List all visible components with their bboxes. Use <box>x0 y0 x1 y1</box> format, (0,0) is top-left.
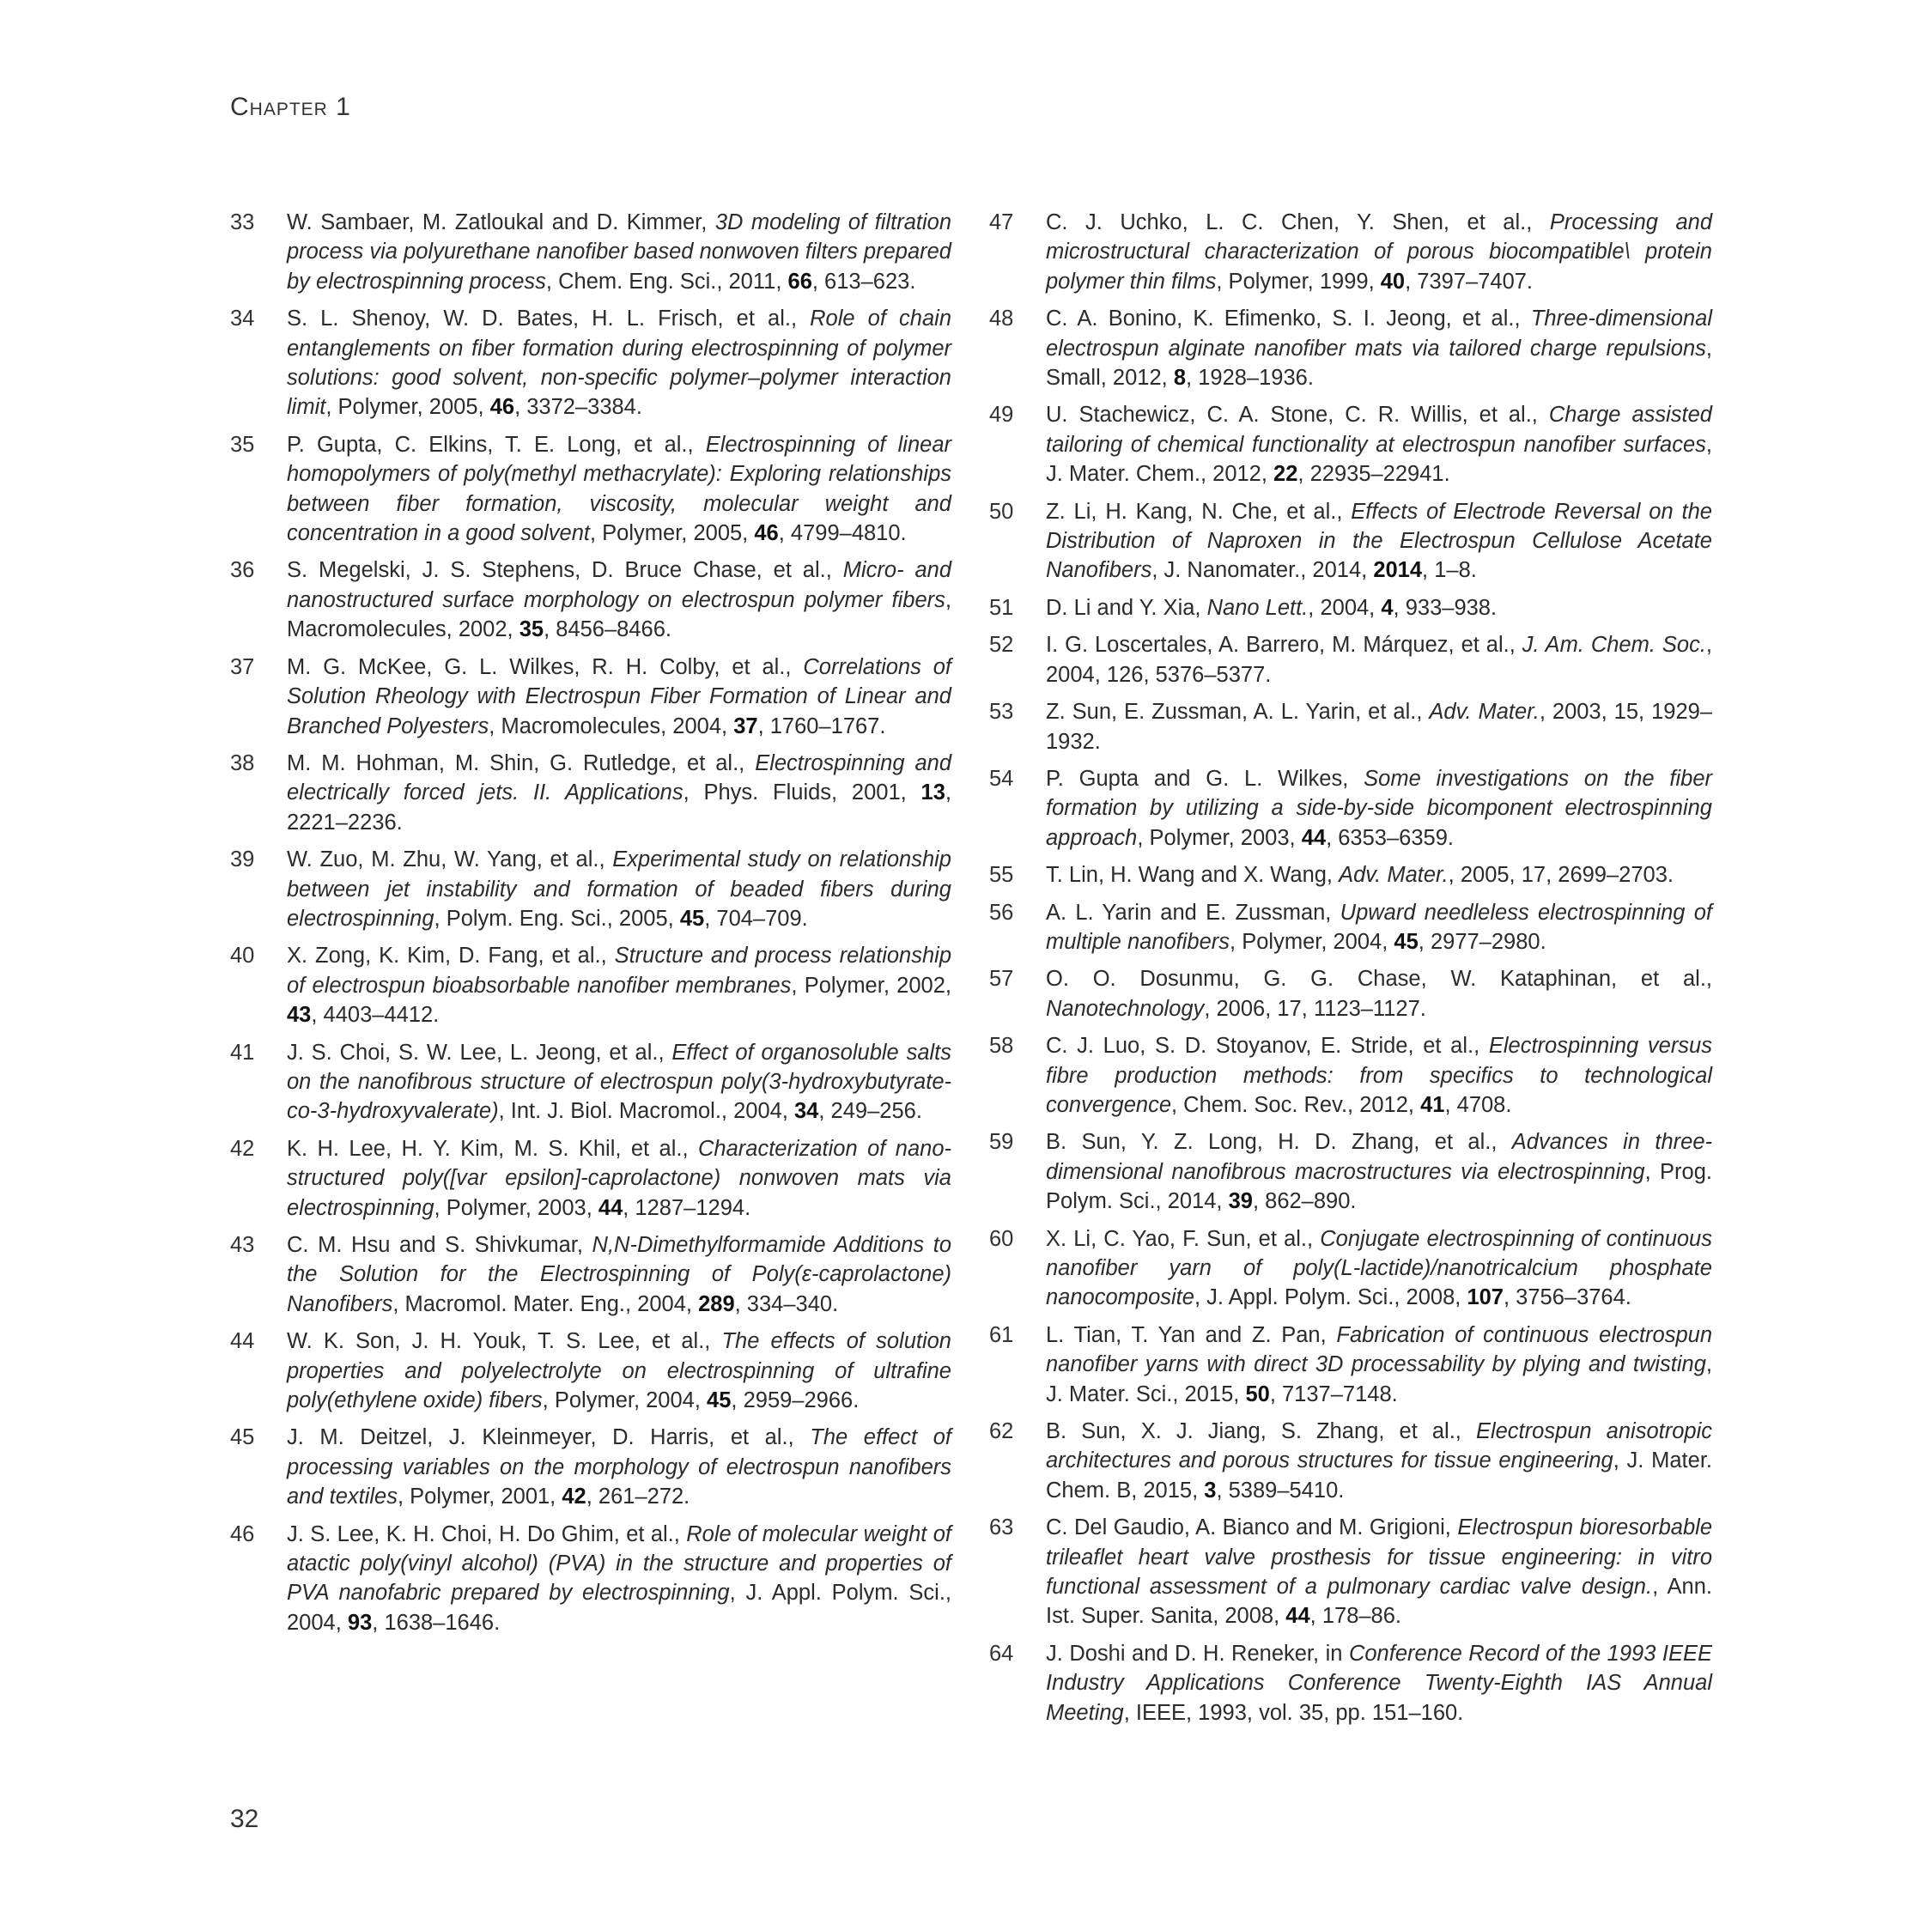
reference-item <box>989 593 1712 622</box>
reference-item <box>989 1224 1712 1313</box>
reference-text <box>1046 304 1712 392</box>
reference-volume: 45 <box>707 1388 732 1413</box>
reference-volume: 40 <box>1380 269 1406 294</box>
reference-number: 47 <box>989 210 1014 234</box>
reference-text <box>1046 497 1712 586</box>
reference-source: , 2004, <box>1308 595 1382 620</box>
reference-authors: K. H. Lee, H. Y. Kim, M. S. Khil, et al., <box>287 1136 698 1161</box>
reference-volume: 13 <box>920 780 945 805</box>
reference-number: 42 <box>230 1136 255 1161</box>
reference-authors: C. M. Hsu and S. Shivkumar, <box>287 1233 592 1257</box>
reference-number: 43 <box>230 1233 255 1257</box>
reference-number: 37 <box>230 654 255 679</box>
reference-number: 52 <box>989 633 1014 658</box>
reference-text <box>287 208 951 296</box>
reference-pages: , 5389–5410. <box>1216 1478 1345 1503</box>
reference-number: 45 <box>230 1425 255 1450</box>
reference-volume: 44 <box>1285 1604 1310 1629</box>
reference-source: , J. Mater. Sci., 2015, <box>1046 1352 1712 1406</box>
reference-item <box>230 845 951 933</box>
reference-source: , Chem. Soc. Rev., 2012, <box>1171 1092 1421 1117</box>
reference-source: , 2005, 17, 2699–2703. <box>1448 863 1674 888</box>
reference-item <box>989 630 1712 689</box>
reference-volume: 2014 <box>1373 558 1423 583</box>
reference-source: , J. Mater. Chem. B, 2015, <box>1046 1448 1712 1503</box>
reference-title: The effects of solution properties and polyelectrolyte on electrospinning of ultrafine poly(ethylene oxide) fibers <box>287 1329 951 1413</box>
reference-source: , Phys. Fluids, 2001, <box>683 780 921 805</box>
reference-volume: 45 <box>679 906 705 931</box>
reference-text <box>1046 400 1712 489</box>
reference-authors: C. J. Uchko, L. C. Chen, Y. Shen, et al., <box>1046 210 1550 234</box>
reference-pages: , 7397–7407. <box>1405 269 1534 294</box>
reference-source: , Polymer, 2003, <box>1137 825 1302 850</box>
reference-authors: X. Zong, K. Kim, D. Fang, et al., <box>287 944 615 969</box>
reference-pages: , 4403–4412. <box>311 1003 440 1028</box>
reference-title: Processing and microstructural characterization of porous biocompatible\ protein polymer thin films <box>1046 210 1713 294</box>
reference-item <box>989 497 1712 586</box>
reference-volume: 22 <box>1273 462 1298 487</box>
reference-pages: , 334–340. <box>734 1291 839 1316</box>
reference-authors: T. Lin, H. Wang and X. Wang, <box>1046 863 1340 888</box>
reference-pages: , 8456–8466. <box>544 617 671 642</box>
reference-authors: B. Sun, X. J. Jiang, S. Zhang, et al., <box>1046 1419 1476 1444</box>
reference-pages: , 613–623. <box>811 269 916 294</box>
reference-text <box>1046 1224 1712 1313</box>
reference-text <box>287 1038 951 1126</box>
reference-title: N,N-Dimethylformamide Additions to the Solution for the Electrospinning of Poly(ε-caprolactone) Nanofibers <box>287 1233 952 1316</box>
reference-text <box>1046 860 1712 890</box>
reference-authors: B. Sun, Y. Z. Long, H. D. Zhang, et al., <box>1046 1130 1512 1155</box>
reference-pages: , 933–938. <box>1393 595 1498 620</box>
reference-source: , Polymer, 2003, <box>434 1195 598 1220</box>
reference-title: Role of molecular weight of atactic poly(vinyl alcohol) (PVA) in the structure and properties of PVA nanofabric prepared by electrospinning <box>287 1521 951 1606</box>
reference-title: Charge assisted tailoring of chemical functionality at electrospun nanofiber surfaces <box>1046 403 1712 457</box>
reference-source: , J. Mater. Chem., 2012, <box>1046 432 1712 487</box>
reference-item <box>230 208 951 296</box>
references-right-column <box>989 208 1712 1735</box>
reference-item <box>989 964 1712 1023</box>
reference-number: 61 <box>989 1322 1014 1347</box>
reference-item <box>230 1230 951 1319</box>
reference-number: 44 <box>230 1329 255 1354</box>
reference-number: 36 <box>230 558 255 583</box>
reference-authors: A. L. Yarin and E. Zussman, <box>1046 900 1340 925</box>
reference-number: 50 <box>989 499 1014 524</box>
reference-pages: , 2959–2966. <box>731 1388 860 1413</box>
reference-title: Advances in three-dimensional nanofibrous macrostructures via electrospinning <box>1046 1130 1712 1184</box>
reference-title: 3D modeling of filtration process via polyurethane nanofiber based nonwoven filters prepared by electrospinning process <box>287 210 951 294</box>
reference-authors: J. S. Lee, K. H. Choi, H. Do Ghim, et al., <box>287 1521 687 1546</box>
reference-text <box>1046 208 1712 296</box>
page-number: 32 <box>230 1805 259 1833</box>
reference-pages: , 3756–3764. <box>1503 1285 1631 1310</box>
reference-title: Nano Lett. <box>1206 595 1309 620</box>
reference-volume: 4 <box>1381 595 1394 620</box>
reference-number: 34 <box>230 307 255 331</box>
reference-authors: I. G. Loscertales, A. Barrero, M. Márquez, et al., <box>1046 633 1522 658</box>
reference-title: Fabrication of continuous electrospun nanofiber yarns with direct 3D processability by plying and twisting <box>1046 1322 1712 1377</box>
reference-item <box>989 697 1712 756</box>
reference-text <box>287 845 951 933</box>
reference-text <box>287 1230 951 1319</box>
reference-title: Electrospun bioresorbable trileaflet heart valve prosthesis for tissue engineering: in vitro functional assessment of a pulmonary cardiac valve design. <box>1046 1515 1712 1600</box>
reference-text <box>1046 630 1712 689</box>
reference-title: Adv. Mater. <box>1339 863 1449 888</box>
reference-pages: , 22935–22941. <box>1297 462 1450 487</box>
reference-source: , Prog. Polym. Sci., 2014, <box>1046 1159 1712 1214</box>
reference-title: Effect of organosoluble salts on the nanofibrous structure of electrospun poly(3-hydroxybutyrate-co-3-hydroxyvalerate) <box>287 1040 951 1124</box>
reference-item <box>989 208 1712 296</box>
reference-text <box>287 1423 951 1511</box>
reference-volume: 46 <box>754 521 779 546</box>
reference-source: , Polymer, 2005, <box>325 395 490 420</box>
reference-volume: 8 <box>1173 366 1187 391</box>
reference-pages: , 3372–3384. <box>514 395 642 420</box>
reference-volume: 3 <box>1204 1478 1217 1503</box>
reference-source: , Polymer, 2002, <box>791 973 951 998</box>
reference-pages: , 249–256. <box>818 1099 922 1124</box>
reference-number: 39 <box>230 847 255 872</box>
reference-item <box>230 1520 951 1638</box>
reference-item <box>989 1321 1712 1409</box>
reference-source: , Polymer, 2005, <box>590 521 755 546</box>
reference-pages: , 704–709. <box>704 906 808 931</box>
reference-text <box>1046 593 1712 622</box>
reference-text <box>287 653 951 741</box>
reference-title: Correlations of Solution Rheology with Electrospun Fiber Formation of Linear and Branched Polyesters <box>287 654 951 738</box>
reference-authors: Z. Li, H. Kang, N. Che, et al., <box>1046 499 1352 524</box>
reference-item <box>230 304 951 422</box>
reference-number: 58 <box>989 1034 1014 1059</box>
reference-pages: , 7137–7148. <box>1269 1381 1398 1406</box>
reference-number: 63 <box>989 1515 1014 1540</box>
reference-source: , J. Appl. Polym. Sci., 2008, <box>1194 1285 1467 1310</box>
reference-authors: W. K. Son, J. H. Youk, T. S. Lee, et al., <box>287 1329 722 1354</box>
reference-number: 54 <box>989 766 1014 791</box>
reference-source: , 2006, 17, 1123–1127. <box>1204 996 1426 1021</box>
reference-authors: P. Gupta, C. Elkins, T. E. Long, et al., <box>287 432 706 457</box>
reference-title: Conjugate electrospinning of continuous nanofiber yarn of poly(L-lactide)/nanotricalcium phosphate nanocomposite <box>1046 1226 1712 1310</box>
reference-source: , 2004, 126, 5376–5377. <box>1046 633 1712 687</box>
reference-title: Adv. Mater. <box>1429 700 1540 725</box>
reference-pages: , 4799–4810. <box>778 521 907 546</box>
reference-authors: M. G. McKee, G. L. Wilkes, R. H. Colby, et al., <box>287 654 804 679</box>
reference-volume: 93 <box>347 1610 373 1635</box>
reference-volume: 41 <box>1420 1092 1445 1117</box>
reference-item <box>230 941 951 1029</box>
reference-item <box>989 1417 1712 1505</box>
reference-text <box>1046 1639 1712 1728</box>
reference-volume: 46 <box>489 395 515 420</box>
reference-volume: 43 <box>287 1003 312 1028</box>
reference-source: , Polym. Eng. Sci., 2005, <box>434 906 680 931</box>
reference-authors: S. Megelski, J. S. Stephens, D. Bruce Chase, et al., <box>287 558 843 583</box>
reference-item <box>989 1127 1712 1216</box>
reference-text <box>287 556 951 644</box>
reference-authors: D. Li and Y. Xia, <box>1046 595 1207 620</box>
reference-pages: , 1638–1646. <box>372 1610 501 1635</box>
running-head: Chapter 1 <box>230 93 351 121</box>
reference-volume: 44 <box>1301 825 1327 850</box>
reference-authors: W. Sambaer, M. Zatloukal and D. Kimmer, <box>287 210 715 234</box>
reference-text <box>287 941 951 1029</box>
reference-source: , Polymer, 2001, <box>398 1485 562 1509</box>
reference-text <box>1046 697 1712 756</box>
reference-source: , Macromolecules, 2004, <box>489 713 734 738</box>
reference-title: Three-dimensional electrospun alginate nanofiber mats via tailored charge repulsions <box>1046 307 1712 361</box>
reference-title: Upward needleless electrospinning of multiple nanofibers <box>1046 900 1712 954</box>
reference-volume: 37 <box>733 713 758 738</box>
reference-item <box>989 1639 1712 1728</box>
reference-number: 56 <box>989 900 1014 925</box>
reference-number: 46 <box>230 1521 255 1546</box>
references-left-column <box>230 208 951 1645</box>
reference-title: Electrospun anisotropic architectures and porous structures for tissue engineering <box>1046 1419 1713 1473</box>
reference-item <box>989 898 1712 957</box>
reference-authors: C. A. Bonino, K. Efimenko, S. I. Jeong, et al., <box>1046 307 1531 331</box>
reference-pages: , 4708. <box>1444 1092 1512 1117</box>
reference-authors: S. L. Shenoy, W. D. Bates, H. L. Frisch, et al., <box>287 307 811 331</box>
reference-number: 49 <box>989 403 1014 428</box>
reference-title: Effects of Electrode Reversal on the Distribution of Naproxen in the Electrospun Cellulose Acetate Nanofibers <box>1046 499 1712 583</box>
reference-source: , Ann. Ist. Super. Sanita, 2008, <box>1046 1575 1712 1629</box>
reference-number: 40 <box>230 944 255 969</box>
reference-item <box>230 1134 951 1223</box>
reference-authors: U. Stachewicz, C. A. Stone, C. R. Willis, et al., <box>1046 403 1549 428</box>
reference-number: 41 <box>230 1040 255 1065</box>
reference-volume: 44 <box>598 1195 623 1220</box>
reference-authors: M. M. Hohman, M. Shin, G. Rutledge, et al., <box>287 750 756 775</box>
reference-title: Electrospinning of linear homopolymers of poly(methyl methacrylate): Exploring relationships between fiber formation, viscosity, molecular weight and concentration in a good solvent <box>287 432 951 546</box>
reference-text <box>287 304 951 422</box>
reference-source: , Polymer, 2004, <box>542 1388 708 1413</box>
reference-source: , J. Nanomater., 2014, <box>1151 558 1374 583</box>
reference-title: Conference Record of the 1993 IEEE Industry Applications Conference Twenty-Eighth IAS Annual Meeting <box>1046 1641 1713 1725</box>
reference-pages: , 1287–1294. <box>623 1195 751 1220</box>
reference-item <box>230 1423 951 1511</box>
reference-volume: 35 <box>519 617 544 642</box>
reference-title: Some investigations on the fiber formation by utilizing a side-by-side bicomponent electrospinning approach <box>1046 766 1712 850</box>
reference-title: The effect of processing variables on the morphology of electrospun nanofibers and textiles <box>287 1425 951 1509</box>
reference-pages: , 862–890. <box>1252 1189 1357 1214</box>
reference-text <box>1046 1031 1712 1120</box>
reference-authors: X. Li, C. Yao, F. Sun, et al., <box>1046 1226 1321 1251</box>
reference-source: , 2003, 15, 1929–1932. <box>1046 700 1712 754</box>
reference-number: 48 <box>989 307 1014 331</box>
reference-item <box>989 304 1712 392</box>
reference-text <box>287 1134 951 1223</box>
reference-title: Experimental study on relationship between jet instability and formation of beaded fibers during electrospinning <box>287 847 951 931</box>
reference-item <box>989 1513 1712 1631</box>
reference-number: 57 <box>989 967 1014 992</box>
reference-volume: 66 <box>787 269 812 294</box>
reference-title: Micro- and nanostructured surface morphology on electrospun polymer fibers <box>287 558 951 612</box>
reference-pages: , 2977–2980. <box>1418 929 1546 954</box>
reference-text <box>1046 1417 1712 1505</box>
reference-authors: W. Zuo, M. Zhu, W. Yang, et al., <box>287 847 613 872</box>
reference-number: 35 <box>230 432 255 457</box>
reference-authors: J. M. Deitzel, J. Kleinmeyer, D. Harris, et al., <box>287 1425 811 1450</box>
reference-number: 59 <box>989 1130 1014 1155</box>
reference-item <box>989 400 1712 489</box>
reference-volume: 107 <box>1467 1285 1504 1310</box>
reference-source: , Macromolecules, 2002, <box>287 587 951 642</box>
reference-source: , Int. J. Biol. Macromol., 2004, <box>498 1099 794 1124</box>
reference-volume: 42 <box>562 1485 586 1509</box>
reference-volume: 289 <box>698 1291 735 1316</box>
reference-authors: P. Gupta and G. L. Wilkes, <box>1046 766 1364 791</box>
reference-source: , J. Appl. Polym. Sci., 2004, <box>287 1581 951 1635</box>
reference-item <box>230 430 951 549</box>
reference-text <box>1046 964 1712 1023</box>
reference-text <box>287 749 951 837</box>
reference-number: 38 <box>230 750 255 775</box>
reference-text <box>287 1327 951 1415</box>
reference-number: 53 <box>989 700 1014 725</box>
reference-pages: , 178–86. <box>1309 1604 1402 1629</box>
reference-authors: J. S. Choi, S. W. Lee, L. Jeong, et al., <box>287 1040 672 1065</box>
reference-pages: , 1928–1936. <box>1186 366 1314 391</box>
reference-authors: C. J. Luo, S. D. Stoyanov, E. Stride, et al., <box>1046 1034 1489 1059</box>
reference-volume: 45 <box>1394 929 1419 954</box>
reference-item <box>230 556 951 644</box>
reference-number: 33 <box>230 210 255 234</box>
reference-title: Nanotechnology <box>1046 996 1205 1021</box>
reference-pages: , 6353–6359. <box>1326 825 1454 850</box>
reference-pages: , 1–8. <box>1422 558 1477 583</box>
reference-number: 64 <box>989 1641 1014 1666</box>
reference-source: , Small, 2012, <box>1046 336 1712 391</box>
reference-item <box>989 860 1712 890</box>
reference-authors: O. O. Dosunmu, G. G. Chase, W. Kataphinan, et al., <box>1046 967 1712 992</box>
reference-title: Structure and process relationship of electrospun bioabsorbable nanofiber membranes <box>287 944 951 998</box>
reference-source: , Macromol. Mater. Eng., 2004, <box>392 1291 699 1316</box>
reference-authors: J. Doshi and D. H. Reneker, in <box>1046 1641 1349 1666</box>
reference-item <box>230 653 951 741</box>
reference-source: , IEEE, 1993, vol. 35, pp. 151–160. <box>1123 1700 1464 1725</box>
reference-number: 60 <box>989 1226 1014 1251</box>
reference-volume: 34 <box>794 1099 819 1124</box>
reference-number: 55 <box>989 863 1014 888</box>
reference-pages: , 261–272. <box>586 1485 690 1509</box>
reference-authors: C. Del Gaudio, A. Bianco and M. Grigioni, <box>1046 1515 1458 1540</box>
reference-item <box>230 1038 951 1126</box>
reference-authors: Z. Sun, E. Zussman, A. L. Yarin, et al., <box>1046 700 1430 725</box>
reference-text <box>287 1520 951 1638</box>
reference-title: Role of chain entanglements on fiber formation during electrospinning of polymer solutions: good solvent, non-specific polymer–polymer interaction limit <box>287 307 951 420</box>
reference-text <box>1046 1321 1712 1409</box>
reference-text <box>1046 898 1712 957</box>
reference-item <box>230 1327 951 1415</box>
reference-authors: L. Tian, T. Yan and Z. Pan, <box>1046 1322 1337 1347</box>
reference-number: 62 <box>989 1419 1014 1444</box>
reference-item <box>989 1031 1712 1120</box>
reference-number: 51 <box>989 595 1014 620</box>
reference-title: Electrospinning and electrically forced jets. II. Applications <box>287 750 952 805</box>
reference-title: Characterization of nano-structured poly([var epsilon]-caprolactone) nonwoven mats via electrospinning <box>287 1136 951 1220</box>
reference-item <box>230 749 951 837</box>
reference-title: J. Am. Chem. Soc. <box>1522 633 1706 658</box>
reference-text <box>1046 764 1712 853</box>
reference-text <box>1046 1513 1712 1631</box>
reference-item <box>989 764 1712 853</box>
reference-source: , Chem. Eng. Sci., 2011, <box>545 269 788 294</box>
reference-volume: 39 <box>1228 1189 1253 1214</box>
reference-pages: , 2221–2236. <box>287 780 951 835</box>
reference-pages: , 1760–1767. <box>757 713 886 738</box>
reference-volume: 50 <box>1245 1381 1270 1406</box>
reference-source: , Polymer, 1999, <box>1216 269 1381 294</box>
reference-source: , Polymer, 2004, <box>1230 929 1394 954</box>
reference-title: Electrospinning versus fibre production methods: from specifics to technological convergence <box>1046 1034 1712 1117</box>
reference-text <box>287 430 951 549</box>
reference-text <box>1046 1127 1712 1216</box>
